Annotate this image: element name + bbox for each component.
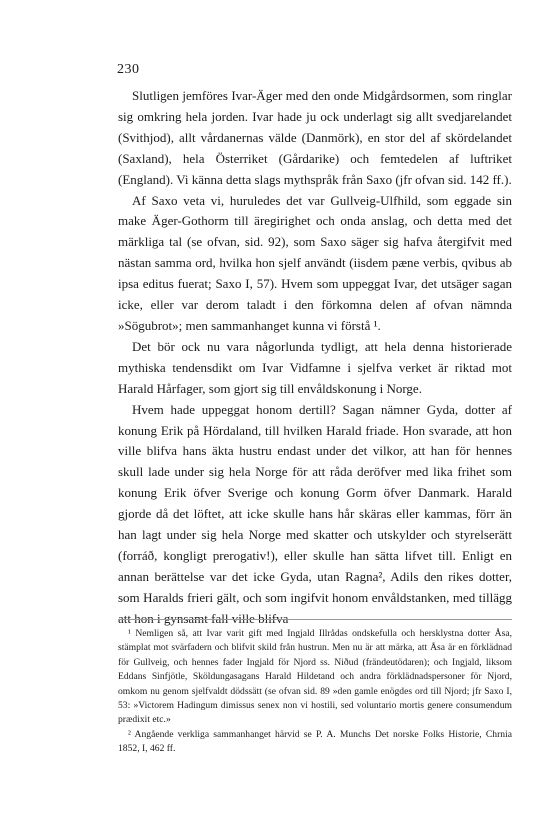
paragraph: Det bör ock nu vara någorlunda tydligt, att hela denna historierade mythiska tendensdikt om Ivar Vidfamne i sjelfva verket är riktad mot Harald Hårfager, som gjort sig till envåldskonung i Norge.: [118, 338, 512, 396]
footnote: ² Angående verkliga sammanhanget härvid se P. A. Munchs Det norske Folks Historie, Chrnia 1852, I, 462 ff.: [118, 728, 512, 755]
footnote: ¹ Nemligen så, att Ivar varit gift med Ingjald Illrådas ondskefulla och hersklystna dotter Åsa, stämplat mot svärfadern och blifvit skild från hustrun. Men nu är att märka, att Åsa är en förklädnad för Gullveig, och hennes fader Ingjald för Njord ss. Niðud (frändeutödaren); och Ingjald, liksom Eddans Sinfjötle, Sköldungasagans Harald Hildetand och andra förklädnadspersoner för Njord, omkom nu genom sjelfvaldt dödssätt (se ofvan sid. 89 »den gamle enögdes ord till Njord; jfr Saxo I, 53: »Victorem Hadingum dimissus senex non vi hostili, sed voluntario mortis genere consumendum prædixit etc.»: [118, 628, 512, 726]
footnote-divider: [118, 619, 512, 620]
body-text: [118, 86, 512, 630]
paragraph: Af Saxo veta vi, huruledes det var Gullveig-Ulfhild, som eggade sin make Äger-Gothorm till äregirighet och onda anslag, och detta med det märkliga tal (se ofvan, sid. 92), som Saxo säger sig hafva återgifvit med nästan samma ord, hvilka hon sjelf användt (iisdem pæne verbis, qvibus ab ipsa editus fuerat; Saxo I, 57). Hvem som uppeggat Ivar, det utsäger sagan icke, eller var derom taladt i den förkomna delen af ofvan nämnda »Sögubrot»; men sammanhanget kunna vi förstå ¹.: [118, 192, 512, 333]
paragraph: Slutligen jemföres Ivar-Äger med den onde Midgårdsormen, som ringlar sig omkring hela jorden. Ivar hade ju ock underlagt sig allt svedjarelandet (Svithjod), allt vårdanernas välde (Danmörk), en stor del af skördelandet (Saxland), hela Österriket (Gårdarike) och femtedelen af luftriket (England). Vi känna detta slags mythspråk från Saxo (jfr ofvan sid. 142 ff.).: [118, 88, 512, 187]
page-number: 230: [117, 62, 140, 77]
footnotes: [118, 627, 512, 757]
paragraph: Hvem hade uppeggat honom dertill? Sagan nämner Gyda, dotter af konung Erik på Hördaland, till hvilken Harald friade. Hon svarade, att hon ville blifva hans äkta hustru endast under det vilkor, att han för hennes skull lade under sig hela Norge för att råda deröfver med lika frihet som konung Erik öfver Sverige och konung Gorm öfver Danmark. Harald gjorde då det löftet, att icke skulle hans hår skäras eller kammas, förr än han lagt under sig hela Norge med skatter och utskylder och styrelserätt (forráð, kongligt prerogativ!), eller skulle han sätta lifvet till. Enligt en annan berättelse var det icke Gyda, utan Ragna², Adils den rikes dotter, som Haralds frieri gält, och som ingifvit honom envåldstanken, med tillägg att hon i gynsamt fall ville blifva: [118, 401, 512, 626]
